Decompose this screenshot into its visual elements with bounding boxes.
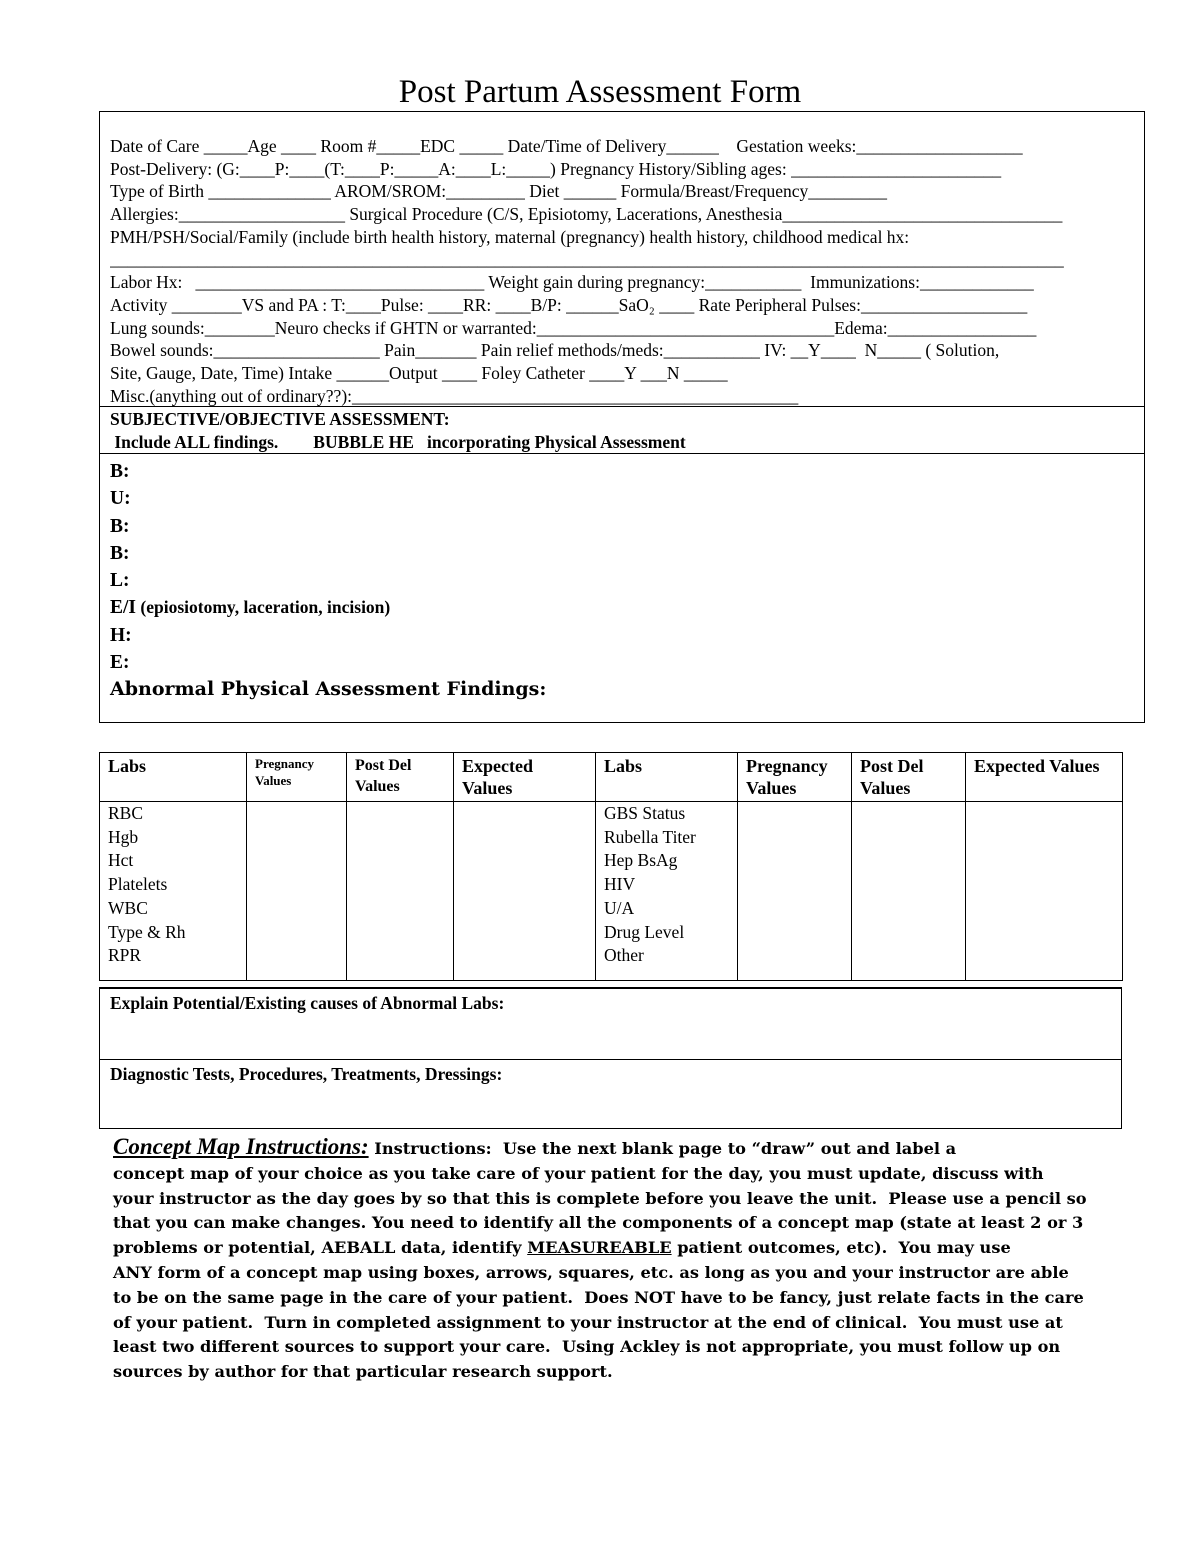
lab-cell[interactable] [247,897,347,921]
form-line: Activity ________VS and PA : T:____Pulse: ____RR: ____B/P: ______SaO₂ ____ Rate Peripheral Pulses:___________________ [110,294,1028,315]
table-row [100,873,1123,897]
concept-map-heading: Concept Map Instructions: [113,1134,369,1159]
lab-cell[interactable] [454,802,596,826]
lab-cell[interactable] [247,873,347,897]
bubble-he-list [110,458,546,704]
lab-name: Type & Rh [100,921,247,945]
section-divider [100,1059,1121,1060]
lab-name: HIV [596,873,738,897]
instruction-line: of your patient. Turn in completed assignment to your instructor at the end of clinical. You must use at [113,1312,1063,1332]
form-line: PMH/PSH/Social/Family (include birth health history, maternal (pregnancy) health history, childhood medical hx: [110,226,910,247]
lab-cell[interactable] [966,873,1123,897]
lab-cell[interactable] [852,897,966,921]
diagnostic-tests-label: Diagnostic Tests, Procedures, Treatments, Dressings: [110,1064,503,1084]
lab-cell[interactable] [852,826,966,850]
lab-name: RPR [100,944,247,981]
table-row [100,921,1123,945]
lab-cell[interactable] [454,944,596,981]
form-line: _____________________________________________________________________________________________________________ [110,249,1064,270]
table-row [100,944,1123,981]
lab-name: Hep BsAg [596,849,738,873]
expected-values-header: Expected Values [454,753,596,802]
lab-cell[interactable] [852,849,966,873]
lab-cell[interactable] [966,826,1123,850]
labs-header: Labs [100,753,247,802]
form-line: Date of Care _____Age ____ Room #_____EDC _____ Date/Time of Delivery______ Gestation weeks:___________________ [110,136,1023,156]
lab-cell[interactable] [738,944,852,981]
form-line: Type of Birth ______________ AROM/SROM:_________ Diet ______ Formula/Breast/Frequency_________ [110,181,888,202]
lab-cell[interactable] [247,802,347,826]
lab-cell[interactable] [738,849,852,873]
instruction-line: to be on the same page in the care of your patient. Does NOT have to be fancy, just relate facts in the care [113,1287,1084,1307]
lab-name: Platelets [100,873,247,897]
bubble-emotional: E: [110,652,130,674]
lab-name: Hct [100,849,247,873]
bubble-breasts: B: [110,461,130,482]
bubble-lochia: L: [110,570,130,592]
lab-name: RBC [100,802,247,826]
post-del-values-header: Post Del Values [347,753,454,802]
subjective-instructions: Include ALL findings. BUBBLE HE incorporating Physical Assessment [110,432,686,452]
lab-name: Rubella Titer [596,826,738,850]
instruction-line: your instructor as the day goes by so that this is complete before you leave the unit. Please use a pencil so [113,1188,1087,1208]
patient-info-box [99,111,1145,723]
instruction-line: that you can make changes. You need to identify all the components of a concept map (state at least 2 or 3 [113,1213,1084,1233]
subjective-heading: SUBJECTIVE/OBJECTIVE ASSESSMENT: [110,409,450,429]
lab-cell[interactable] [738,873,852,897]
pregnancy-values-header: Pregnancy Values [247,753,347,802]
instruction-text: patient outcomes, etc). You may use [671,1238,1011,1258]
bubble-homans: H: [110,624,132,646]
lab-name: GBS Status [596,802,738,826]
form-lines [110,135,1135,407]
lab-cell[interactable] [347,897,454,921]
subjective-section [110,408,686,454]
bubble-bladder: B: [110,515,130,537]
lab-name: Hgb [100,826,247,850]
lab-cell[interactable] [738,897,852,921]
lab-cell[interactable] [247,921,347,945]
bubble-bowel: B: [110,542,130,564]
table-row [100,897,1123,921]
bubble-episiotomy: E/I (epiosiotomy, laceration, incision) [110,597,391,619]
post-del-values-header: Post Del Values [852,753,966,802]
table-row [100,826,1123,850]
form-line: Lung sounds:________Neuro checks if GHTN or warranted:__________________________________Edema:_________________ [110,317,1037,338]
form-line: Misc.(anything out of ordinary??):___________________________________________________ [110,385,799,406]
table-row [100,849,1123,873]
instruction-line: least two different sources to support your care. Using Ackley is not appropriate, you must follow up on [113,1337,1061,1357]
form-line: Post-Delivery: (G:____P:____(T:____P:_____A:____L:_____) Pregnancy History/Sibling ages: ________________________ [110,158,1002,179]
form-line: Site, Gauge, Date, Time) Intake ______Output ____ Foley Catheter ____Y ___N _____ [110,362,728,383]
lab-cell[interactable] [454,897,596,921]
instruction-line: sources by author for that particular research support. [113,1362,613,1382]
lab-cell[interactable] [852,802,966,826]
pregnancy-values-header: Pregnancy Values [738,753,852,802]
form-line: Allergies:___________________ Surgical Procedure (C/S, Episiotomy, Lacerations, Anesthesia________________________________ [110,204,1063,225]
lab-cell[interactable] [852,944,966,981]
lab-name: Other [596,944,738,981]
instruction-line: concept map of your choice as you take care of your patient for the day, you must update, discuss with [113,1163,1044,1183]
lab-cell[interactable] [852,921,966,945]
lab-cell[interactable] [966,849,1123,873]
lab-cell[interactable] [347,849,454,873]
measureable-emphasis: MEASUREABLE [527,1238,672,1258]
instruction-text: problems or potential, AEBALL data, identify [113,1238,528,1258]
bubble-uterus: U: [110,488,131,510]
instruction-line [113,1236,1103,1261]
lab-cell[interactable] [966,897,1123,921]
labs-table [99,752,1123,981]
form-line: Bowel sounds:___________________ Pain_______ Pain relief methods/meds:___________ IV: __Y____ N_____ ( Solution, [110,340,1000,361]
lab-name: WBC [100,897,247,921]
page-title: Post Partum Assessment Form [398,74,802,110]
abnormal-findings-label: Abnormal Physical Assessment Findings: [110,678,547,701]
lab-cell[interactable] [852,873,966,897]
lab-cell[interactable] [966,802,1123,826]
lab-cell[interactable] [247,826,347,850]
section-divider [100,406,1144,407]
lab-cell[interactable] [347,826,454,850]
lab-cell[interactable] [966,944,1123,981]
lab-cell[interactable] [738,921,852,945]
explain-abnormal-labs-label: Explain Potential/Existing causes of Abnormal Labs: [110,993,505,1013]
lab-cell[interactable] [738,802,852,826]
lab-cell[interactable] [454,921,596,945]
lab-cell[interactable] [454,826,596,850]
lab-cell[interactable] [454,849,596,873]
lab-cell[interactable] [347,921,454,945]
labs-header: Labs [596,753,738,802]
lab-cell[interactable] [247,944,347,981]
lab-cell[interactable] [454,873,596,897]
instruction-line: Instructions: Use the next blank page to “draw” out and label a [368,1139,957,1158]
expected-values-header: Expected Values [966,753,1123,802]
form-line: Labor Hx: _________________________________ Weight gain during pregnancy:___________ Immunizations:_____________ [110,272,1034,293]
lab-cell[interactable] [347,802,454,826]
section-divider [100,453,1144,454]
lab-cell[interactable] [966,921,1123,945]
lab-cell[interactable] [347,873,454,897]
lab-name: U/A [596,897,738,921]
lab-name: Drug Level [596,921,738,945]
labs-notes-box [99,987,1122,1129]
instruction-line: ANY form of a concept map using boxes, arrows, squares, etc. as long as you and your instructor are able [113,1262,1069,1282]
table-row [100,802,1123,826]
lab-cell[interactable] [347,944,454,981]
lab-cell[interactable] [247,849,347,873]
concept-map-instructions [113,1135,1103,1385]
lab-cell[interactable] [738,826,852,850]
